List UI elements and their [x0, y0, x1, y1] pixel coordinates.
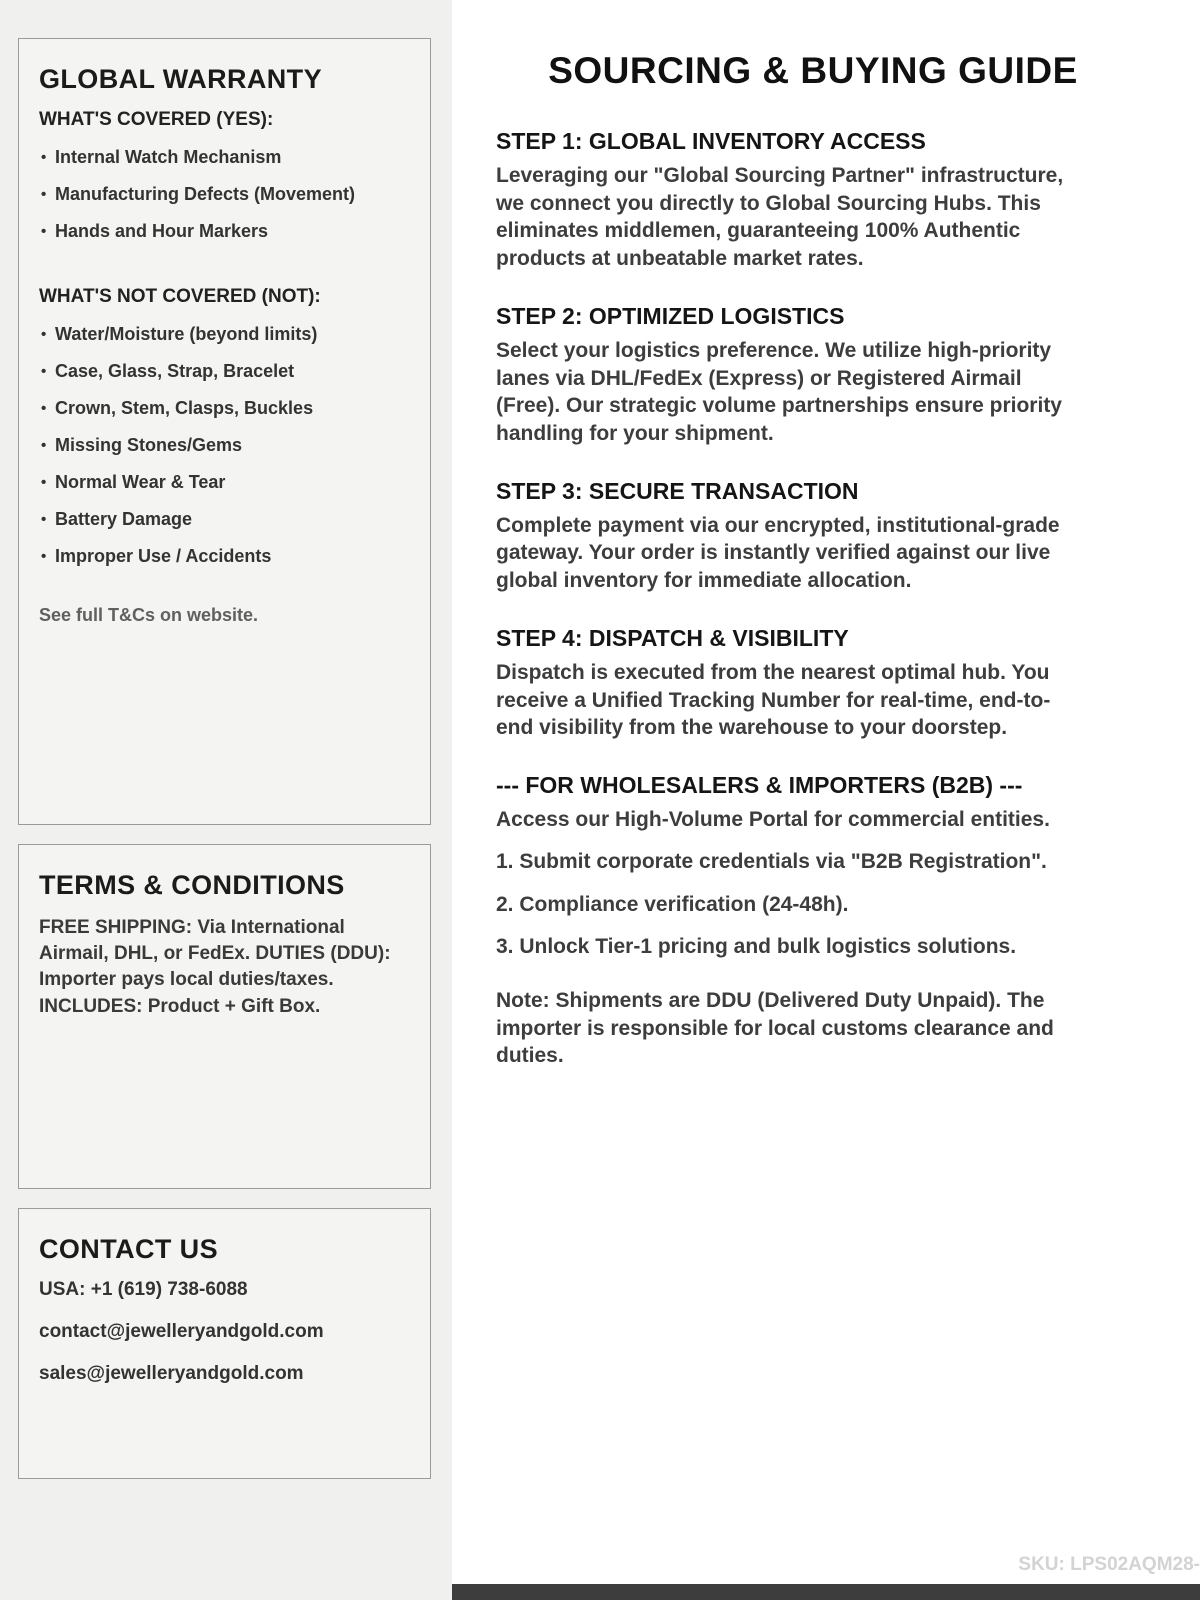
b2b-section [496, 772, 1070, 1070]
list-item: • Battery Damage [39, 501, 410, 538]
step-4-body: Dispatch is executed from the nearest optimal hub. You receive a Unified Tracking Number for real-time, end-to-end visibility from the warehouse to your doorstep. [496, 660, 1051, 740]
step-1-section [496, 128, 1070, 273]
list-item: • Case, Glass, Strap, Bracelet [39, 353, 410, 390]
b2b-heading: --- FOR WHOLESALERS & IMPORTERS (B2B) --- [496, 772, 1023, 799]
warranty-not-covered-list [39, 316, 410, 575]
step-4-heading: STEP 4: DISPATCH & VISIBILITY [496, 624, 849, 651]
warranty-covered-list [39, 139, 410, 250]
warranty-box [18, 38, 431, 825]
contact-phone: USA: +1 (619) 738-6088 [39, 1279, 248, 1300]
list-item: • Water/Moisture (beyond limits) [39, 316, 410, 353]
list-item: • Normal Wear & Tear [39, 464, 410, 501]
terms-body: FREE SHIPPING: Via International Airmail, DHL, or FedEx. DUTIES (DDU): Importer pays local duties/taxes. INCLUDES: Product + Gift Box. [39, 917, 391, 1017]
page-title: SOURCING & BUYING GUIDE [548, 50, 1078, 91]
step-4-section [496, 625, 1070, 742]
step-2-body: Select your logistics preference. We utilize high-priority lanes via DHL/FedEx (Express) or Registered Airmail (Free). Our strategic volume partnerships ensure priority handling for your shipment. [496, 338, 1062, 446]
list-item: • Manufacturing Defects (Movement) [39, 176, 410, 213]
b2b-item: 1. Submit corporate credentials via "B2B Registration". [496, 849, 1047, 873]
warranty-covered-title: WHAT'S COVERED (YES): [39, 109, 274, 130]
list-item: • Crown, Stem, Clasps, Buckles [39, 390, 410, 427]
b2b-intro: Access our High-Volume Portal for commercial entities. [496, 808, 1050, 832]
contact-email-primary: contact@jewelleryandgold.com [39, 1321, 324, 1342]
b2b-item: 3. Unlock Tier-1 pricing and bulk logistics solutions. [496, 935, 1017, 959]
bottom-bar [452, 1584, 1200, 1600]
sku-label: SKU: LPS02AQM28- [1018, 1554, 1200, 1575]
warranty-not-covered-title: WHAT'S NOT COVERED (NOT): [39, 286, 321, 307]
list-item: • Missing Stones/Gems [39, 427, 410, 464]
main-content [452, 0, 1200, 1600]
step-3-body: Complete payment via our encrypted, institutional-grade gateway. Your order is instantly verified against our live global inventory for immediate allocation. [496, 513, 1060, 593]
contact-title: CONTACT US [39, 1234, 218, 1264]
step-2-heading: STEP 2: OPTIMIZED LOGISTICS [496, 302, 845, 329]
contact-box [18, 1208, 431, 1479]
list-item: • Internal Watch Mechanism [39, 139, 410, 176]
step-2-section [496, 303, 1070, 448]
list-item: • Improper Use / Accidents [39, 538, 410, 575]
list-item: • Hands and Hour Markers [39, 213, 410, 250]
step-1-heading: STEP 1: GLOBAL INVENTORY ACCESS [496, 128, 926, 154]
sidebar [0, 0, 452, 1600]
step-1-body: Leveraging our "Global Sourcing Partner" infrastructure, we connect you directly to Global Sourcing Hubs. This eliminates middlemen, guaranteeing 100% Authentic products at unbeatable market rates. [496, 164, 1064, 271]
contact-email-sales: sales@jewelleryandgold.com [39, 1363, 304, 1384]
b2b-item: 2. Compliance verification (24-48h). [496, 892, 849, 916]
terms-title: TERMS & CONDITIONS [39, 870, 345, 900]
step-3-section [496, 478, 1070, 595]
step-3-heading: STEP 3: SECURE TRANSACTION [496, 477, 859, 504]
terms-box [18, 844, 431, 1189]
warranty-title: GLOBAL WARRANTY [39, 64, 322, 94]
b2b-note: Note: Shipments are DDU (Delivered Duty Unpaid). The importer is responsible for local customs clearance and duties. [496, 988, 1054, 1068]
warranty-footnote: See full T&Cs on website. [39, 605, 259, 625]
